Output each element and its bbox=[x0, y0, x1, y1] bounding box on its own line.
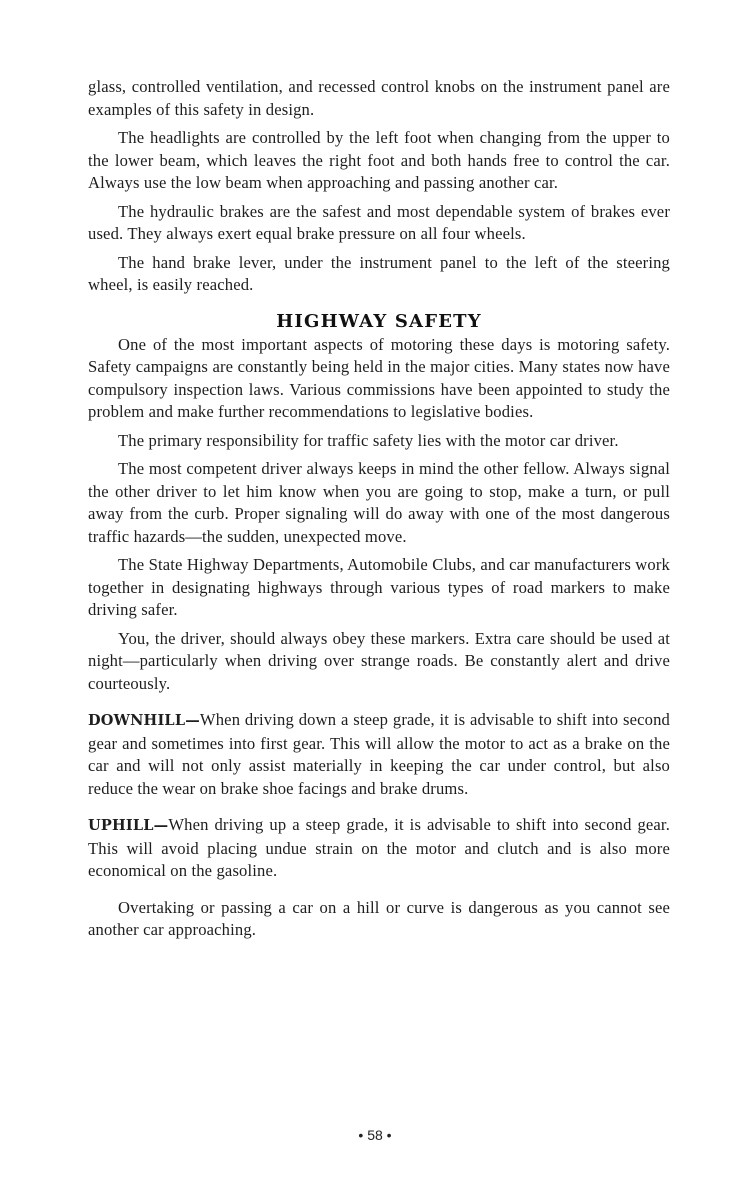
responsibility-paragraph: The primary responsibility for traffic safety lies with the motor car driver. bbox=[118, 430, 619, 450]
headlights-paragraph: The headlights are controlled by the left foot when changing from the upper to the lower beam, which leaves the right foot and both hands free to control the car. Always use the low beam when approaching and passing another car. bbox=[88, 128, 670, 192]
competent-driver-paragraph: The most competent driver always keeps in mind the other fellow. Always signal the other driver to let him know when you are going to stop, make a turn, or pull away from the curb. Proper signaling will do away with one of the most dangerous traffic hazards—the sudden, unexpected move. bbox=[88, 459, 670, 546]
downhill-paragraph bbox=[88, 709, 670, 800]
continuation-paragraph: glass, controlled ventilation, and recessed control knobs on the instrument panel are examples of this safety in design. bbox=[88, 77, 670, 119]
obey-markers-paragraph: You, the driver, should always obey these markers. Extra care should be used at night—particularly when driving over strange roads. Be constantly alert and drive courteously. bbox=[88, 628, 670, 693]
downhill-lead: DOWNHILL— bbox=[88, 712, 200, 729]
document-page bbox=[88, 76, 670, 942]
road-markers-paragraph: The State Highway Departments, Automobile Clubs, and car manufacturers work together in designating highways through various types of road markers to make driving safer. bbox=[88, 555, 670, 619]
downhill-text: When driving down a steep grade, it is advisable to shift into second gear and sometimes into first gear. This will allow the motor to act as a brake on the car and will not only assist materially in keeping the car under control, but also reduce the wear on brake shoe facings and brake drums. bbox=[88, 710, 670, 798]
hand-brake-paragraph: The hand brake lever, under the instrument panel to the left of the steering wheel, is easily reached. bbox=[88, 252, 670, 294]
uphill-lead: UPHILL— bbox=[88, 817, 169, 834]
page-number: • 58 • bbox=[358, 1127, 392, 1143]
motoring-safety-paragraph: One of the most important aspects of motoring these days is motoring safety. Safety campaigns are constantly being held in the major cities. Many states now have compulsory inspection laws. Various commissions have been appointed to study the problem and make further recommendations to legislative bodies. bbox=[88, 334, 670, 421]
section-heading: HIGHWAY SAFETY bbox=[276, 310, 482, 332]
overtaking-paragraph: Overtaking or passing a car on a hill or curve is dangerous as you cannot see another car approaching. bbox=[88, 897, 670, 939]
hydraulic-brakes-paragraph: The hydraulic brakes are the safest and most dependable system of brakes ever used. They always exert equal brake pressure on all four wheels. bbox=[88, 201, 670, 243]
uphill-text: When driving up a steep grade, it is advisable to shift into second gear. This will avoid placing undue strain on the motor and clutch and is also more economical on the gasoline. bbox=[88, 815, 670, 880]
uphill-paragraph bbox=[88, 814, 670, 883]
